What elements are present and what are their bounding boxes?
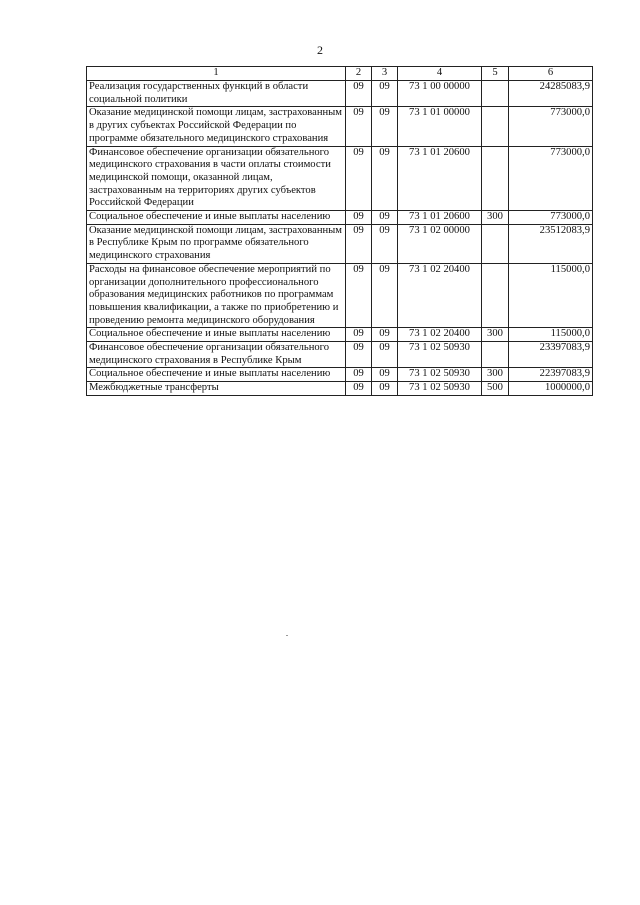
row-target-code: 73 1 02 20400 (398, 328, 482, 342)
row-expense-type (482, 146, 509, 211)
row-subsection-code: 09 (372, 342, 398, 368)
row-target-code: 73 1 00 00000 (398, 81, 482, 107)
column-header: 6 (509, 67, 593, 81)
table-row (87, 368, 593, 382)
table-row (87, 342, 593, 368)
row-amount: 24285083,9 (509, 81, 593, 107)
row-subsection-code: 09 (372, 328, 398, 342)
row-expense-type: 500 (482, 382, 509, 396)
row-expense-type: 300 (482, 211, 509, 225)
table-row (87, 211, 593, 225)
row-expense-type (482, 81, 509, 107)
row-name: Социальное обеспечение и иные выплаты населению (87, 368, 346, 382)
row-amount: 115000,0 (509, 263, 593, 328)
column-header: 4 (398, 67, 482, 81)
row-target-code: 73 1 02 50930 (398, 368, 482, 382)
row-subsection-code: 09 (372, 224, 398, 263)
table-row (87, 328, 593, 342)
table-row (87, 107, 593, 146)
row-section-code: 09 (346, 328, 372, 342)
column-header: 5 (482, 67, 509, 81)
row-name: Межбюджетные трансферты (87, 382, 346, 396)
row-subsection-code: 09 (372, 263, 398, 328)
row-target-code: 73 1 02 50930 (398, 342, 482, 368)
row-section-code: 09 (346, 224, 372, 263)
scan-speck (286, 635, 288, 636)
row-section-code: 09 (346, 263, 372, 328)
budget-table (86, 66, 593, 396)
row-name: Финансовое обеспечение организации обязательного медицинского страхования в части оплаты стоимости медицинской помощи, оказанной лицам, застрахованным на территориях других субъектов Российской Федерации (87, 146, 346, 211)
row-subsection-code: 09 (372, 211, 398, 225)
table-row (87, 263, 593, 328)
row-name: Оказание медицинской помощи лицам, застрахованным в Республике Крым по программе обязательного медицинского страхования (87, 224, 346, 263)
row-amount: 23397083,9 (509, 342, 593, 368)
table-row (87, 81, 593, 107)
row-section-code: 09 (346, 342, 372, 368)
row-name: Расходы на финансовое обеспечение мероприятий по организации дополнительного профессионального образования медицинских работников по программам повышения квалификации, а также по приобретению и проведению ремонта медицинского оборудования (87, 263, 346, 328)
row-amount: 1000000,0 (509, 382, 593, 396)
table-header-row (87, 67, 593, 81)
row-expense-type: 300 (482, 368, 509, 382)
row-subsection-code: 09 (372, 368, 398, 382)
row-target-code: 73 1 02 00000 (398, 224, 482, 263)
row-target-code: 73 1 01 20600 (398, 146, 482, 211)
column-header: 2 (346, 67, 372, 81)
row-amount: 773000,0 (509, 107, 593, 146)
column-header: 3 (372, 67, 398, 81)
row-section-code: 09 (346, 211, 372, 225)
row-expense-type (482, 107, 509, 146)
row-subsection-code: 09 (372, 146, 398, 211)
table-row (87, 146, 593, 211)
row-name: Социальное обеспечение и иные выплаты населению (87, 211, 346, 225)
table-row (87, 224, 593, 263)
row-section-code: 09 (346, 368, 372, 382)
page-number: 2 (317, 43, 323, 57)
row-subsection-code: 09 (372, 107, 398, 146)
row-name: Оказание медицинской помощи лицам, застрахованным в других субъектах Российской Федерации по программе обязательного медицинского страхования (87, 107, 346, 146)
row-name: Реализация государственных функций в области социальной политики (87, 81, 346, 107)
row-name: Финансовое обеспечение организации обязательного медицинского страхования в Республике Крым (87, 342, 346, 368)
row-expense-type (482, 342, 509, 368)
row-section-code: 09 (346, 107, 372, 146)
row-amount: 115000,0 (509, 328, 593, 342)
row-section-code: 09 (346, 382, 372, 396)
row-target-code: 73 1 01 00000 (398, 107, 482, 146)
row-section-code: 09 (346, 146, 372, 211)
row-expense-type: 300 (482, 328, 509, 342)
row-subsection-code: 09 (372, 382, 398, 396)
row-target-code: 73 1 02 20400 (398, 263, 482, 328)
row-amount: 773000,0 (509, 211, 593, 225)
row-target-code: 73 1 01 20600 (398, 211, 482, 225)
row-amount: 773000,0 (509, 146, 593, 211)
row-target-code: 73 1 02 50930 (398, 382, 482, 396)
row-amount: 22397083,9 (509, 368, 593, 382)
row-expense-type (482, 224, 509, 263)
row-expense-type (482, 263, 509, 328)
row-section-code: 09 (346, 81, 372, 107)
column-header: 1 (87, 67, 346, 81)
table-row (87, 382, 593, 396)
row-amount: 23512083,9 (509, 224, 593, 263)
row-subsection-code: 09 (372, 81, 398, 107)
row-name: Социальное обеспечение и иные выплаты населению (87, 328, 346, 342)
